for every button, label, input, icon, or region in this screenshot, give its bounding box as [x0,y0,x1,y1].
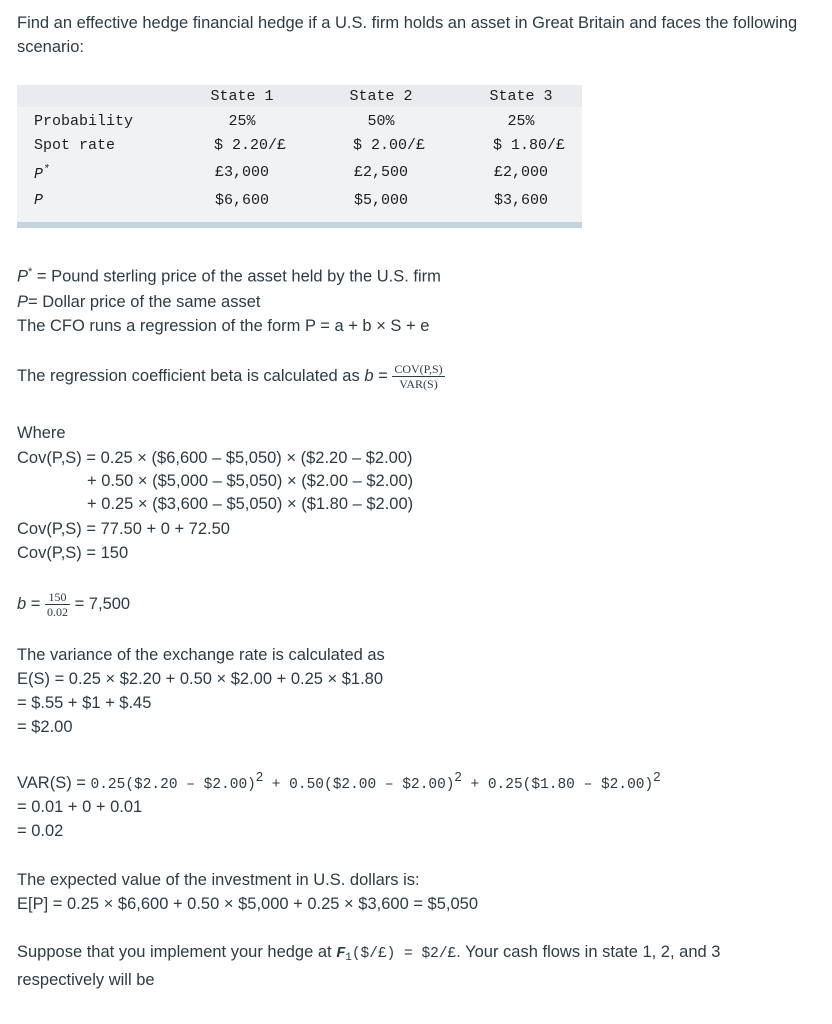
beta-fraction [392,362,444,391]
bcalc-numerator: 150 [45,590,70,605]
pstar-superscript: * [43,164,50,176]
p-def-text: = Dollar price of the same asset [28,293,261,311]
var-lead: VAR(S) = [17,774,91,792]
header-state-1: State 1 [210,88,274,105]
beta-denominator: VAR(S) [399,377,438,391]
beta-b: b [364,367,374,385]
cov-line-2: + 0.50 × ($5,000 – $5,050) × ($2.00 – $2.00) [87,472,414,490]
var-line-2: = 0.01 + 0 + 0.01 [17,798,143,816]
question-rate: ($/£) = $2/£ [351,946,457,962]
question-line-2: respectively will be [17,971,155,989]
cell-spot-2: $ 2.00/£ [352,137,426,154]
cell-spot-1: $ 2.20/£ [213,137,287,154]
bcalc-eq: = [26,595,45,613]
b-calculation [17,590,130,619]
question-line-1 [17,943,720,962]
row-label-probability: Probability [34,113,134,130]
header-state-3: State 3 [489,88,553,105]
variance-line-2: E(S) = 0.25 × $2.20 + 0.50 × $2.00 + 0.25 × $1.80 [17,670,384,688]
beta-eq: = [373,367,393,385]
variance-line-3: = $.55 + $1 + $.45 [17,694,152,712]
var-exp-1: 2 [255,769,264,784]
beta-numerator: COV(P,S) [394,362,443,376]
bcalc-b: b [17,595,27,613]
var-exp-2: 2 [454,769,462,784]
question-post: . Your cash flows in state 1, 2, and 3 [456,943,721,961]
var-term-3: + 0.25($1.80 – $2.00) [461,777,654,793]
var-term-2: + 0.50($2.00 – $2.00) [263,777,455,793]
variance-line-1: The variance of the exchange rate is calculated as [17,646,385,664]
intro-text: Find an effective hedge financial hedge if a U.S. firm holds an asset in Great Britain and faces the following scenario: [17,14,798,56]
cell-pstar-2: £2,500 [353,164,409,181]
var-exp-3: 2 [653,769,661,784]
pstar-def-superscript: * [28,266,33,278]
pstar-symbol: P [34,166,44,183]
var-term-1: 0.25($2.20 – $2.00) [90,777,256,793]
regression-text: The CFO runs a regression of the form P = a + b × S + e [17,317,430,335]
pstar-def-symbol: P [17,267,29,286]
cell-pstar-1: £3,000 [214,164,270,181]
row-label-p: P [34,192,44,209]
definition-pstar [17,266,441,287]
cell-prob-3: 25% [507,113,535,130]
variance-line-4: = $2.00 [17,718,73,736]
table-bottom-rule [17,222,582,228]
cov-line-4: Cov(P,S) = 77.50 + 0 + 72.50 [17,520,230,538]
p-def-symbol: P [17,293,29,311]
bcalc-fraction [45,590,70,619]
row-label-pstar [34,164,50,183]
cell-p-1: $6,600 [214,192,270,209]
cov-line-5: Cov(P,S) = 150 [17,544,129,562]
expected-line-1: The expected value of the investment in U.S. dollars is: [17,871,420,889]
beta-formula [17,362,445,391]
bcalc-denominator: 0.02 [47,605,68,619]
cell-prob-2: 50% [367,113,395,130]
cell-pstar-3: £2,000 [493,164,549,181]
row-label-spot-rate: Spot rate [34,137,116,154]
beta-text: The regression coefficient beta is calculated as [17,367,365,385]
cell-p-3: $3,600 [493,192,549,209]
bcalc-result: = 7,500 [70,595,131,613]
expected-line-2: E[P] = 0.25 × $6,600 + 0.50 × $5,000 + 0.25 × $3,600 = $5,050 [17,895,479,913]
cell-spot-3: $ 1.80/£ [492,137,566,154]
cov-line-3: + 0.25 × ($3,600 – $5,050) × ($1.80 – $2.00) [87,495,414,513]
question-f: F [336,945,346,962]
cell-p-2: $5,000 [353,192,409,209]
cov-line-1: Cov(P,S) = 0.25 × ($6,600 – $5,050) × ($2.20 – $2.00) [17,449,413,467]
question-pre: Suppose that you implement your hedge at [17,943,337,961]
var-line-3: = 0.02 [17,822,64,840]
var-formula [17,769,661,793]
question-f-sub: 1 [345,952,352,964]
cell-prob-1: 25% [228,113,256,130]
definition-p [17,293,261,312]
header-state-2: State 2 [349,88,413,105]
pstar-def-text: = Pound sterling price of the asset held by the U.S. firm [32,267,441,286]
where-label: Where [17,424,66,442]
